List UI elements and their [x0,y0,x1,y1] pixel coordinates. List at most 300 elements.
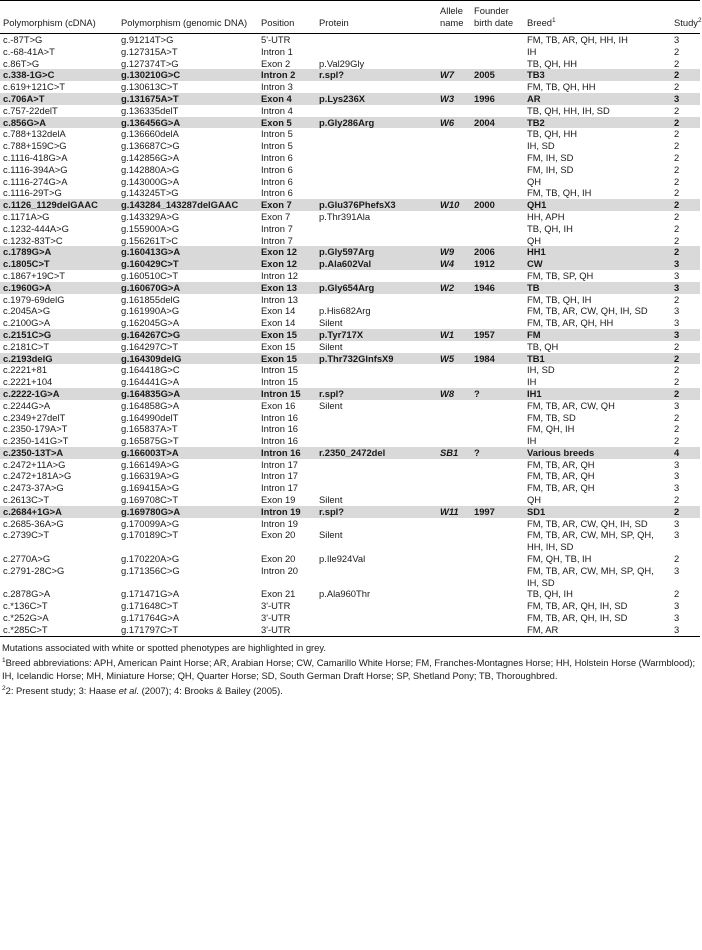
cell-gdna: g.164441G>A [121,376,180,388]
cell-cdna: c.2350-141G>T [3,435,69,447]
cell-breed: TB, QH, HH, IH, SD [527,104,610,116]
cell-gdna: g.166149A>G [121,458,180,470]
table-row [0,152,700,164]
cell-allele [437,58,471,70]
cell-position: Exon 12 [258,258,316,270]
cell-gdna: g.166003T>A [118,447,258,459]
cell-gdna: g.164418G>C [121,364,180,376]
cell-protein [316,518,437,530]
table-header [0,1,700,34]
cell-breed: QH [527,494,542,506]
cell-cdna: c.2472+11A>G [3,458,66,470]
cell-breed: FM, TB, AR, QH, IH, SD [527,612,628,624]
footnote-2-text-a: 2: Present study; 3: Haase [5,684,119,696]
cell-breed: QH [527,234,542,246]
cell-allele: SB1 [437,447,471,459]
cell-protein: p.Thr732GlnfsX9 [316,353,437,365]
cell-cdna: c.2473-37A>G [3,482,64,494]
cell-founder-date [471,140,524,152]
cell-founder-date [471,235,524,247]
cell-allele [437,341,471,353]
cell-cdna: c.2770A>G [3,553,51,565]
cell-gdna: g.170189C>T [121,529,179,541]
cell-position: Intron 7 [261,234,293,246]
cell-position: Exon 16 [261,399,296,411]
cell-founder-date [471,588,524,600]
cell-protein [316,46,437,58]
cell-breed: TB, QH, IH [527,222,573,234]
cell-allele: W6 [437,117,471,129]
header-gdna: Polymorphism (genomic DNA) [121,17,248,28]
cell-protein [316,81,437,93]
cell-cdna: c.2181C>T [3,340,50,352]
cell-protein [316,482,437,494]
cell-founder-date [471,600,524,612]
cell-founder-date [471,494,524,506]
cell-cdna: c.2739C>T [3,529,50,541]
cell-founder-date [471,341,524,353]
cell-breed: FM, TB, SD [527,411,576,423]
cell-study: 2 [674,222,680,234]
cell-gdna: g.160670G>A [118,282,258,294]
cell-allele [437,187,471,199]
cell-study: 3 [671,93,700,105]
cell-gdna: g.127374T>G [121,57,179,69]
cell-protein [316,294,437,306]
cell-founder-date [471,553,524,565]
cell-study: 2 [674,163,680,175]
cell-position: Exon 14 [261,317,296,329]
cell-breed: TB2 [524,117,671,129]
cell-position: Exon 5 [258,117,316,129]
cell-breed: FM, TB, AR, QH [527,482,595,494]
cell-position: Exon 13 [258,282,316,294]
cell-position: Exon 7 [261,210,291,222]
cell-study: 3 [674,600,680,612]
cell-breed: FM, TB, AR, QH [527,458,595,470]
cell-allele: W1 [437,329,471,341]
cell-study: 2 [674,140,680,152]
cell-allele [437,470,471,482]
cell-study: 3 [671,282,700,294]
cell-gdna: g.166319A>G [121,470,180,482]
cell-study: 2 [674,376,680,388]
cell-position: Exon 14 [261,305,296,317]
cell-allele [437,400,471,412]
cell-protein: p.Ile924Val [319,553,366,565]
cell-founder-date: 1946 [471,282,524,294]
cell-position: Intron 15 [261,376,299,388]
cell-study: 3 [674,612,680,624]
cell-cdna: c.-87T>G [3,34,43,45]
cell-study: 2 [674,553,680,565]
cell-breed: FM, QH, IH [527,423,575,435]
cell-breed: CW [524,258,671,270]
cell-position: 3'-UTR [261,612,291,624]
cell-gdna: g.91214T>G [121,34,174,45]
cell-protein: p.Gly286Arg [316,117,437,129]
cell-cdna: c.1805C>T [0,258,118,270]
cell-protein [316,235,437,247]
table-row [0,376,700,388]
cell-gdna: g.164858G>A [121,399,180,411]
cell-breed: FM, IH, SD [527,151,574,163]
cell-cdna: c.2221+81 [3,364,48,376]
cell-gdna: g.136660delA [121,128,179,140]
table-row [0,81,700,93]
cell-breed: IH, SD [527,140,555,152]
cell-allele [437,612,471,624]
cell-breed: QH1 [524,199,671,211]
cell-allele [437,364,471,376]
cell-breed: FM, TB, AR, CW, QH, IH, SD [527,517,648,529]
cell-allele [437,317,471,329]
cell-cdna: c.86T>G [3,57,40,69]
cell-cdna: c.1960G>A [0,282,118,294]
cell-founder-date [471,152,524,164]
cell-allele [437,223,471,235]
cell-breed: FM [524,329,671,341]
cell-position: Exon 15 [261,340,296,352]
cell-allele [437,81,471,93]
table-row [0,176,700,188]
cell-study: 3 [674,517,680,529]
cell-breed: FM, TB, AR, CW, QH, IH, SD [527,305,648,317]
table-row-highlighted [0,69,700,81]
cell-allele [437,176,471,188]
cell-protein [316,459,437,471]
cell-founder-date [471,58,524,70]
cell-gdna: g.130210G>C [118,69,258,81]
table-row [0,270,700,282]
cell-study: 2 [671,69,700,81]
cell-breed: FM, TB, AR, QH, HH [527,317,614,329]
cell-gdna: g.136335delT [121,104,179,116]
footnote-1-mark: 1 [2,656,6,664]
table-notes [0,637,700,697]
cell-position: Intron 17 [261,470,299,482]
cell-cdna: c.1116-29T>G [3,187,62,199]
cell-founder-date [471,305,524,317]
cell-breed: AR [524,93,671,105]
cell-founder-date [471,223,524,235]
cell-founder-date: 2005 [471,69,524,81]
cell-gdna: g.169708C>T [121,494,179,506]
cell-protein [316,423,437,435]
table-row [0,140,700,152]
cell-cdna: c.856G>A [0,117,118,129]
cell-protein [316,364,437,376]
cell-cdna: c.2791-28C>G [3,564,65,576]
cell-allele [437,553,471,565]
cell-founder-date [471,176,524,188]
table-row [0,565,700,589]
cell-allele [437,412,471,424]
cell-allele [437,565,471,589]
cell-allele [437,459,471,471]
cell-founder-date: 1984 [471,353,524,365]
cell-protein [316,187,437,199]
table-row [0,529,700,553]
cell-position: Intron 2 [258,69,316,81]
cell-gdna: g.165875G>T [121,435,179,447]
cell-cdna: c.1116-418G>A [3,151,68,163]
cell-position: Intron 16 [261,411,299,423]
cell-cdna: c.2151C>G [0,329,118,341]
cell-protein [316,140,437,152]
cell-founder-date [471,470,524,482]
cell-cdna: c.2684+1G>A [0,506,118,518]
cell-protein [316,270,437,282]
cell-breed: IH, SD [527,364,555,376]
cell-protein: r.spl? [316,69,437,81]
cell-founder-date: 2006 [471,246,524,258]
cell-founder-date [471,128,524,140]
cell-founder-date [471,105,524,117]
cell-study: 2 [674,187,680,199]
cell-founder-date [471,81,524,93]
cell-cdna: c.2685-36A>G [3,517,64,529]
table-row [0,470,700,482]
table-row-highlighted [0,93,700,105]
header-study [671,1,700,34]
cell-position: Exon 20 [261,553,296,565]
cell-position: Exon 7 [258,199,316,211]
cell-allele [437,305,471,317]
cell-position: Intron 4 [261,104,293,116]
table-row [0,58,700,70]
cell-founder-date [471,34,524,46]
table-row-highlighted [0,117,700,129]
cell-gdna: g.131675A>T [118,93,258,105]
cell-position: Intron 20 [261,564,299,576]
table-row [0,624,700,636]
cell-study: 2 [674,364,680,376]
cell-study: 3 [674,317,680,329]
cell-study: 2 [671,117,700,129]
cell-breed: TB, QH [527,340,559,352]
cell-protein [316,128,437,140]
cell-protein [316,34,437,46]
cell-breed: TB, QH, IH [527,588,573,600]
cell-cdna: c.706A>T [0,93,118,105]
cell-protein: r.2350_2472del [316,447,437,459]
cell-protein: p.Lys236X [316,93,437,105]
footnote-1-text: Breed abbreviations: APH, American Paint Horse; AR, Arabian Horse; CW, Camarillo White Horse; FM, Franches-Montagnes Horse; HH, Holstein Horse (Warmblood); IH, Icelandic Horse; MH, Miniature Horse; QH, Quarter Horse; SD, South German Draft Horse; SP, Shetland Pony; TB, Thoroughbred. [2,656,696,681]
cell-protein [316,612,437,624]
cell-breed: FM, TB, SP, QH [527,269,594,281]
cell-study: 2 [671,506,700,518]
table-row-highlighted [0,246,700,258]
cell-cdna: c.2045A>G [3,305,51,317]
table-row-highlighted [0,447,700,459]
cell-cdna: c.2349+27delT [3,411,66,423]
cell-gdna: g.164267C>G [118,329,258,341]
cell-protein: p.Tyr717X [316,329,437,341]
cell-cdna: c.2193delG [0,353,118,365]
table-row [0,612,700,624]
cell-study: 3 [674,458,680,470]
cell-gdna: g.156261T>C [121,234,179,246]
cell-study: 2 [671,246,700,258]
cell-cdna: c.2878G>A [3,588,51,600]
cell-allele: W3 [437,93,471,105]
cell-allele [437,105,471,117]
cell-founder-date [471,529,524,553]
cell-study: 3 [674,399,680,411]
cell-position: Exon 2 [261,57,291,69]
cell-protein: p.Val29Gly [319,57,365,69]
cell-gdna: g.155900A>G [121,222,180,234]
cell-position: Intron 16 [261,435,299,447]
cell-position: Exon 19 [261,494,296,506]
cell-founder-date [471,270,524,282]
table-row [0,435,700,447]
cell-breed: FM, AR [527,623,559,635]
cell-allele [437,588,471,600]
cell-gdna: g.171471G>A [121,588,180,600]
cell-allele [437,435,471,447]
cell-cdna: c.2350-13T>A [0,447,118,459]
cell-position: Intron 3 [261,81,293,93]
cell-cdna: c.1232-444A>G [3,222,69,234]
header-study-label: Study [674,17,698,28]
cell-allele [437,494,471,506]
cell-founder-date [471,376,524,388]
cell-founder-date: 2000 [471,199,524,211]
cell-gdna: g.127315A>T [121,45,178,57]
cell-gdna: g.142880A>G [121,163,180,175]
header-allele: Allele name [440,5,464,28]
cell-gdna: g.170099A>G [121,517,180,529]
cell-breed: SD1 [524,506,671,518]
cell-position: Intron 17 [261,482,299,494]
highlight-note: Mutations associated with white or spotted phenotypes are highlighted in grey. [2,641,326,653]
cell-allele [437,164,471,176]
cell-position: Intron 13 [261,293,299,305]
cell-position: Intron 7 [261,222,293,234]
cell-gdna: g.160413G>A [118,246,258,258]
table-row [0,553,700,565]
cell-protein: p.Ala602Val [316,258,437,270]
cell-study: 3 [674,564,680,576]
cell-protein: r.spl? [316,388,437,400]
cell-founder-date [471,612,524,624]
cell-founder-date: 1997 [471,506,524,518]
table-row [0,600,700,612]
cell-study: 2 [674,128,680,140]
cell-study: 2 [674,411,680,423]
cell-position: Intron 19 [261,517,299,529]
cell-allele: W11 [437,506,471,518]
cell-breed: TB3 [524,69,671,81]
cell-protein [316,470,437,482]
cell-cdna: c.757-22delT [3,104,58,116]
header-cdna: Polymorphism (cDNA) [3,17,96,28]
cell-breed: IH [527,376,537,388]
cell-protein: p.Gly654Arg [316,282,437,294]
cell-gdna: g.171356C>G [121,564,180,576]
cell-gdna: g.136687C>G [121,140,180,152]
cell-gdna: g.165837A>T [121,423,178,435]
table-row-highlighted [0,506,700,518]
cell-gdna: g.130613C>T [121,81,179,93]
cell-founder-date [471,412,524,424]
table-row [0,294,700,306]
cell-study: 2 [674,435,680,447]
cell-position: 3'-UTR [261,623,291,635]
cell-protein [316,223,437,235]
cell-cdna: c.2244G>A [3,399,51,411]
cell-founder-date [471,518,524,530]
cell-study: 2 [674,210,680,222]
cell-study: 3 [674,482,680,494]
cell-founder-date: ? [471,447,524,459]
table-row-highlighted [0,199,700,211]
cell-cdna: c.2472+181A>G [3,470,72,482]
cell-protein: r.spl? [316,506,437,518]
cell-breed: Various breeds [524,447,671,459]
table-row [0,211,700,223]
cell-position: Intron 16 [258,447,316,459]
cell-protein [316,376,437,388]
cell-protein [316,164,437,176]
cell-allele: W2 [437,282,471,294]
cell-breed: FM, TB, AR, CW, MH, SP, QH, IH, SD [527,564,654,588]
cell-gdna: g.160510C>T [121,269,179,281]
cell-protein: Silent [319,399,343,411]
cell-breed: FM, TB, AR, QH [527,470,595,482]
cell-position: Exon 12 [258,246,316,258]
cell-protein [316,105,437,117]
cell-allele: W10 [437,199,471,211]
cell-study: 3 [671,329,700,341]
cell-gdna: g.161990A>G [121,305,180,317]
table-row-highlighted [0,353,700,365]
cell-allele [437,128,471,140]
footnote-2-etal: et al. [118,684,140,696]
cell-allele [437,140,471,152]
cell-position: Exon 15 [258,353,316,365]
table-row [0,46,700,58]
cell-breed: TB, QH, HH [527,57,578,69]
cell-allele [437,34,471,46]
cell-position: Exon 20 [261,529,296,541]
cell-cdna: c.1116-394A>G [3,163,68,175]
header-position: Position [261,17,295,28]
cell-cdna: c.-68-41A>T [3,45,55,57]
cell-founder-date [471,459,524,471]
cell-gdna: g.164309delG [118,353,258,365]
cell-cdna: c.788+132delA [3,128,66,140]
header-founder-date: Founder birth date [474,5,514,28]
cell-study: 2 [671,353,700,365]
cell-position: Intron 5 [261,128,293,140]
cell-cdna: c.*285C>T [3,623,48,635]
table-row [0,105,700,117]
cell-position: Intron 17 [261,458,299,470]
table-row-highlighted [0,329,700,341]
cell-allele: W5 [437,353,471,365]
cell-cdna: c.1789G>A [0,246,118,258]
cell-gdna: g.164990delT [121,411,179,423]
cell-study: 3 [674,470,680,482]
cell-founder-date [471,423,524,435]
cell-gdna: g.161855delG [121,293,180,305]
cell-founder-date [471,435,524,447]
cell-cdna: c.2350-179A>T [3,423,68,435]
cell-protein [316,565,437,589]
